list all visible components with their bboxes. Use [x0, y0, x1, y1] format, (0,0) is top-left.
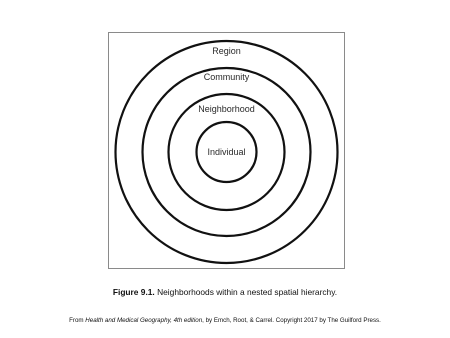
neighborhood-label: Neighborhood	[198, 104, 255, 114]
community-label: Community	[203, 72, 250, 82]
region-label: Region	[212, 46, 241, 56]
source-rest: , by Emch, Root, & Carrel. Copyright 2017 by The Guilford Press.	[202, 317, 381, 324]
individual-label: Individual	[207, 147, 246, 157]
figure-frame	[108, 32, 345, 269]
figure-caption	[0, 287, 450, 298]
source-book-title: Health and Medical Geography, 4th edition	[85, 317, 203, 324]
source-prefix: From	[69, 317, 86, 324]
source-credit	[0, 316, 450, 325]
caption-text: Neighborhoods within a nested spatial hierarchy.	[154, 287, 338, 297]
nested-circles-diagram	[109, 33, 344, 268]
figure-number: Figure 9.1.	[112, 287, 155, 297]
